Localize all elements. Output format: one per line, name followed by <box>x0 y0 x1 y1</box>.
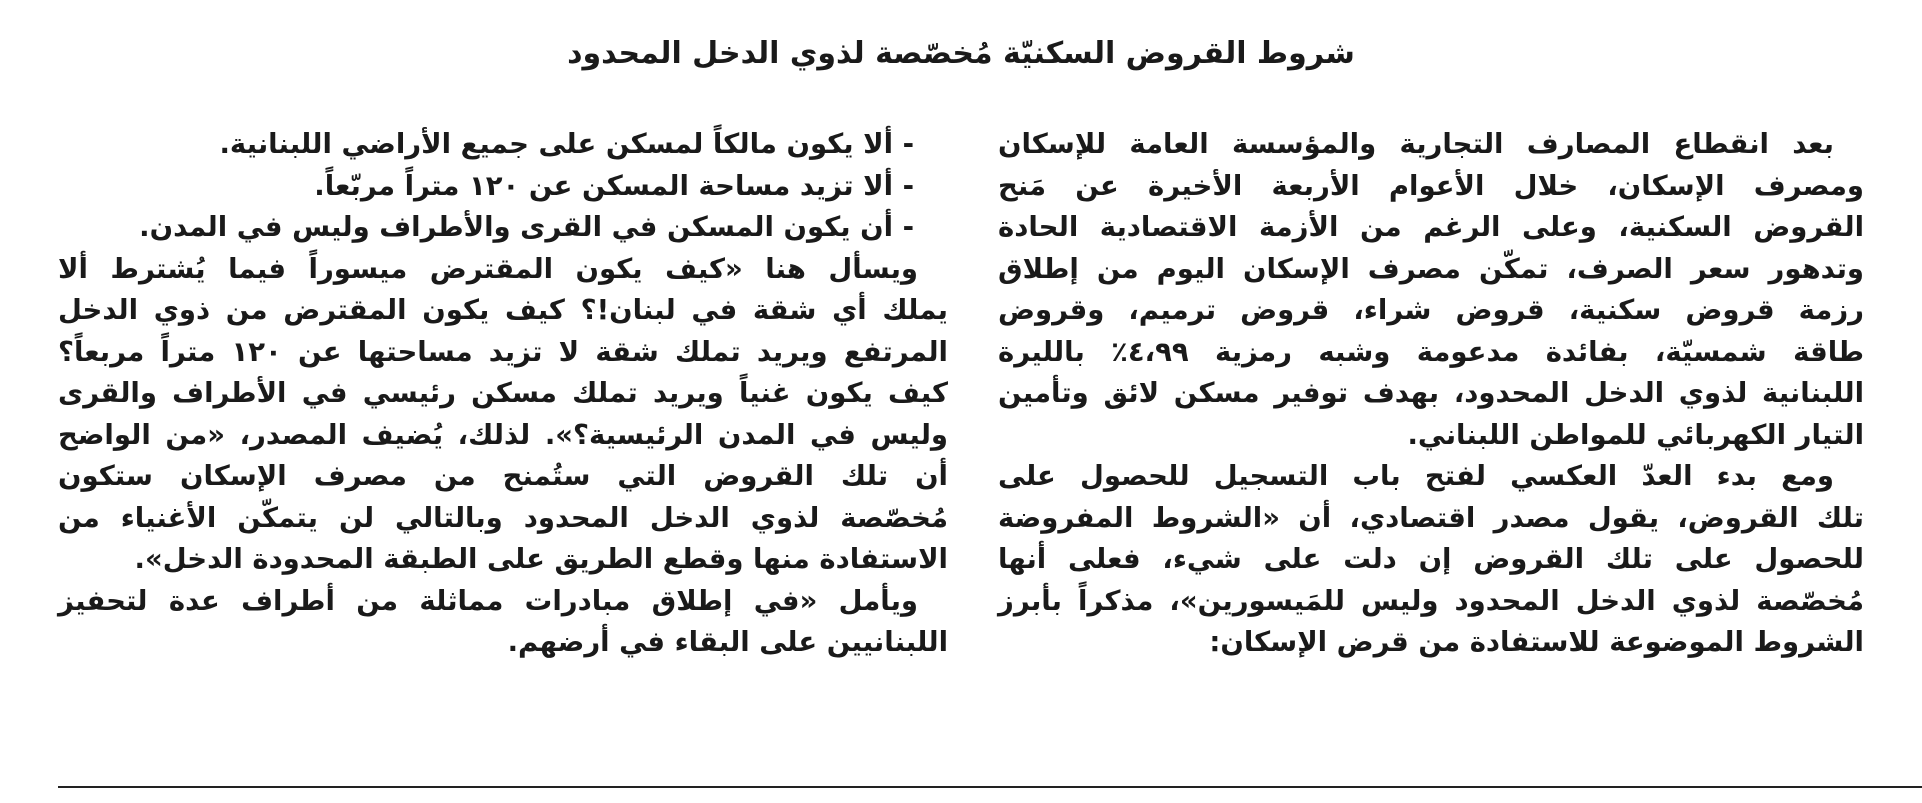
paragraph-line: كيف يكون غنياً ويريد تملك مسكن رئيسي في الأطراف والقرى <box>58 377 948 409</box>
paragraph-line: اللبنانيين على البقاء في أرضهم. <box>507 626 948 658</box>
paragraph-line: وتدهور سعر الصرف، تمكّن مصرف الإسكان اليوم من إطلاق <box>998 252 1864 285</box>
paragraph-line: يملك أي شقة في لبنان!؟ كيف يكون المقترض من ذوي الدخل <box>58 294 948 326</box>
paragraph-line: مُخصّصة لذوي الدخل المحدود وليس للمَيسورين»، مذكراً بأبرز <box>998 584 1864 617</box>
bullet-item: - ألا تزيد مساحة المسكن عن ١٢٠ متراً مربّعاً. <box>314 169 914 202</box>
paragraph-line: الاستفادة منها وقطع الطريق على الطبقة المحدودة الدخل». <box>134 543 948 575</box>
bottom-divider <box>58 786 1922 788</box>
paragraph-line: رزمة قروض سكنية، قروض شراء، قروض ترميم، وقروض <box>998 294 1864 326</box>
article-column-right <box>998 124 1864 664</box>
article-column-left <box>58 124 948 664</box>
paragraph-line: ومصرف الإسكان، خلال الأعوام الأربعة الأخيرة عن مَنح <box>998 169 1864 202</box>
paragraph-line: تلك القروض، يقول مصدر اقتصادي، أن «الشروط المفروضة <box>998 501 1864 534</box>
paragraph-line: طاقة شمسيّة، بفائدة مدعومة وشبه رمزية ٤،٩٩٪ بالليرة <box>998 335 1864 368</box>
bullet-item: - أن يكون المسكن في القرى والأطراف وليس في المدن. <box>139 211 914 243</box>
paragraph-line: وليس في المدن الرئيسية؟». لذلك، يُضيف المصدر، «من الواضح <box>58 418 948 451</box>
paragraph-line: اللبنانية لذوي الدخل المحدود، بهدف توفير مسكن لائق وتأمين <box>998 377 1864 409</box>
paragraph-line: ويأمل «في إطلاق مبادرات مماثلة من أطراف عدة لتحفيز <box>58 584 918 617</box>
bullet-item: - ألا يكون مالكاً لمسكن على جميع الأراضي اللبنانية. <box>219 128 914 160</box>
paragraph-line: المرتفع ويريد تملك شقة لا تزيد مساحتها عن ١٢٠ متراً مربعاً؟ <box>58 335 948 368</box>
paragraph-line: بعد انقطاع المصارف التجارية والمؤسسة العامة للإسكان <box>998 128 1834 160</box>
paragraph-line: القروض السكنية، وعلى الرغم من الأزمة الاقتصادية الحادة <box>998 211 1864 243</box>
paragraph-line: أن تلك القروض التي ستُمنح من مصرف الإسكان ستكون <box>58 460 948 492</box>
paragraph-line: ويسأل هنا «كيف يكون المقترض ميسوراً فيما يُشترط ألا <box>58 252 918 285</box>
paragraph-line: للحصول على تلك القروض إن دلت على شيء، فعلى أنها <box>998 543 1864 575</box>
article-headline: شروط القروض السكنيّة مُخصّصة لذوي الدخل المحدود <box>567 36 1355 71</box>
paragraph-line: التيار الكهربائي للمواطن اللبناني. <box>1407 418 1864 451</box>
paragraph-line: الشروط الموضوعة للاستفادة من قرض الإسكان: <box>1209 626 1864 658</box>
paragraph-line: ومع بدء العدّ العكسي لفتح باب التسجيل للحصول على <box>998 460 1834 492</box>
paragraph-line: مُخصّصة لذوي الدخل المحدود وبالتالي لن يتمكّن الأغنياء من <box>58 501 948 534</box>
